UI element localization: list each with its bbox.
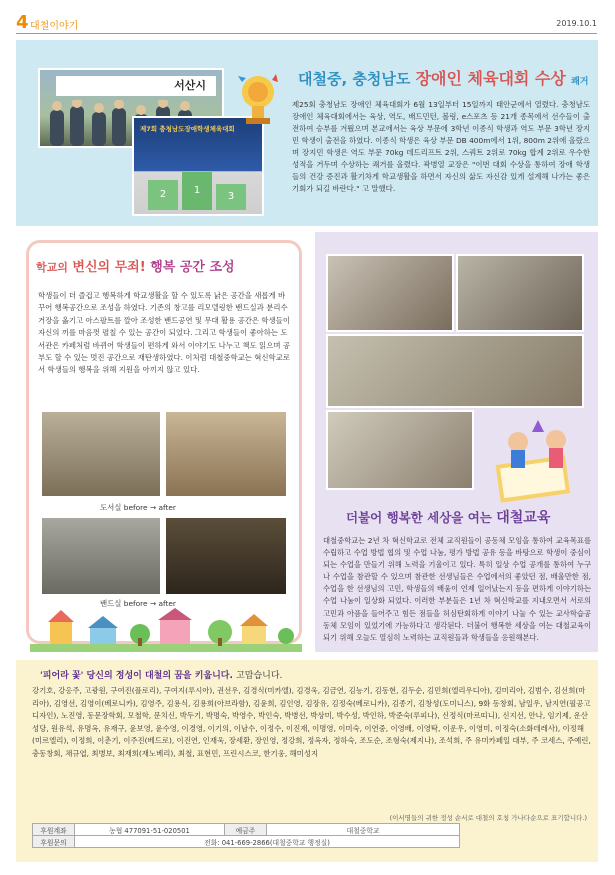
classroom-photo-2: [456, 254, 584, 332]
library-after-photo: [164, 410, 288, 498]
account-label: 후원계좌: [33, 824, 75, 836]
classroom-photo-1: [326, 254, 454, 332]
donation-title-suffix: 고맙습니다.: [236, 671, 283, 681]
event-banner: 제7회 충청남도장애학생체육대회: [140, 125, 235, 133]
section-title: 대철이야기: [30, 21, 79, 32]
band-room-before-photo: [40, 516, 162, 596]
donation-info-table: [32, 823, 460, 848]
inquiry-label: 후원문의: [33, 836, 75, 848]
band-room-after-photo: [164, 516, 288, 596]
education-article-title: [346, 507, 550, 527]
podium-1: 1: [182, 172, 212, 210]
classroom-photo-4: [326, 410, 474, 490]
table-row: [33, 824, 460, 836]
donor-list: 강기호, 강옹주, 고광원, 구여진(플로리), 구여지(루시아), 권선우, 김경식(미카엘), 김경욱, 김금연, 김능기, 김동현, 김두순, 김민희(엘리우디아), 김미리아, 김범수, 김선희(마리아), 김영선, 김영이(베로니카), 김영주, 김용식, 김용희(아브라함), 김윤희, 김인영, 김장유, 김정숙(베로니카), 김종기, 김창성(도미니스), 9화 동창회, 남일우, 남지연(필공고디자인), 노진영, 동문장학회, 모철학, 문치신, 박두기, 박명숙, 박영수, 박인숙, 박병선, 박상미, 박수성, 박인하, 박준숙(루피나), 신정식(마르띠니), 신지선, 안나, 임기제, 운산성당, 원유석, 유명옥, 유재구, 윤보영, 윤수영, 이경영, 이기의, 이남수, 이정수, 이진재, 이명영, 이미숙, 이연중, 이영배, 이영탁, 이운우, 이영미, 이정숙(소화데레사), 이정해(미르엘리), 이정희, 이춘기, 이주진(베드로), 이진연, 인재욱, 장세환, 장인영, 정강희, 정옥자, 정하숙, 조도순, 조형숙(제지나), 조석희, 주 유미카페일 대부, 주 코세스, 주예린, 충동창회, 채규엽, 최병보, 최재희(재노베리), 최철, 표현민, 프린시스코, 한기웅, 해미성지: [32, 686, 591, 758]
account-number: 농협 477091-51-020501: [75, 824, 225, 836]
donation-title: [40, 668, 282, 681]
account-holder-label: 예금주: [225, 824, 267, 836]
title-prefix: 더불어 행복한 세상을 여는: [346, 510, 492, 525]
band-room-caption: 밴드실 before → after: [100, 599, 176, 608]
sports-article-body: 제25회 충청남도 장애인 체육대회가 6월 13일부터 15일까지 태안군에서 열렸다. 충청남도 장애인 체육대회에서는 육상, 역도, 배드민턴, 볼링, e스포츠 등 21개 종목에서 선수들이 출전하여 승부를 겨뤘으며 본교에서는 육상 부문에 3학년 이종식 학생과 역도 부문 3학년 장지민 학생이 출전을 하였다. 이종식 학생은 육상 부문 DB 400m에서 1위, 800m 2위에 올랐으며 장지민 학생은 역도 부문 70kg 데드리프트 2위, 스쿼트 2위로 70kg 합계 2위로 우수한 성적을 거두며 수상하는 쾌거를 올렸다. 곽병열 교장은 "이번 대회 수상을 통하여 장애 학생들의 건강 증진과 활기차게 학교생활을 하면서 자신의 삶도 자신감 있게 설계해 나가는 좋은 기회가 되길 바란다." 고 말했다.: [292, 100, 590, 193]
kids-reading-illustration: [478, 420, 588, 504]
title-suffix: 쾌거: [571, 77, 589, 87]
education-article-body: 대철중학교는 2년 차 혁신학교로 전체 교직원들이 공동체 모임을 통하여 교육목표를 수립하고 수업 방법 협의 및 수업 나눔, 평가 방법 공유 등을 바탕으로 학생이 중심이 되는 수업을 만들기 위해 노력을 기울이고 있다. 특히 일상 수업 공개를 통하여 누구나 수업을 참관할 수 있으며 참관한 선생님들은 수업에서의 좋았던 점, 배울만한 점, 수업을 한 선생님의 고민, 학생들의 배움이 언제 일어났는지 등을 편하게 이야기하는 수업 나눔이 일상화 되었다. 이러한 부분들은 1년 차 혁신학교를 지내오면서 서로의 고민과 아픔을 들어주고 힘든 점들을 허심탄회하게 이야기 나눌 수 있는 교사학습공동체 모임이 있었기에 가능하다고 생각된다. 더불어 행복한 세상을 여는 대철교육이 되기 위해 오늘도 열심히 노력하는 교직원들과 학생들을 응원해본다.: [323, 536, 591, 642]
page-number: 4: [16, 12, 29, 33]
podium-3: 3: [216, 184, 246, 210]
podium-2: 2: [148, 180, 178, 210]
donation-title-text: '피어라 꽃' 당신의 정성이 대철의 꿈을 키웁니다.: [40, 671, 233, 681]
tent-banner: 서산시: [56, 76, 216, 96]
space-article-body: 학생들이 더 즐겁고 행복하게 학교생활을 할 수 있도록 낡은 공간을 새롭게 바꾸어 행복공간으로 조성을 하였다. 기존의 창고를 리모델링한 밴드실과 분리수거장을 옮기고 아스팔트를 깔아 조성한 밴드공연 및 무대 활용 공간은 학생들이 자신의 끼를 마음껏 펼칠 수 있는 공간이 되었다. 그리고 학생들이 좋아하는 도서관은 카페처럼 바뀌어 학생들이 편하게 와서 이야기도 나누고 책도 읽으며 공부도 할 수 있는 멋진 공간으로 재탄생하였다. 이처럼 대철중학교는 혁신학교로서 학생들의 행복을 위해 지원을 아끼지 않고 있다.: [38, 291, 290, 375]
title-emphasis: 장애인 체육대회 수상: [415, 69, 566, 88]
podium-photo: [132, 116, 264, 216]
library-before-photo: [40, 410, 162, 498]
header-divider: [16, 33, 597, 34]
inquiry-phone: 전화: 041-669-2866(대철중학교 행정실): [75, 836, 460, 848]
library-caption: 도서실 before → after: [100, 503, 176, 512]
classroom-photo-3: [326, 334, 584, 408]
title-emphasis: 변신의 무죄!: [72, 260, 146, 275]
space-article-title: [36, 256, 235, 275]
issue-date: 2019.10.1: [556, 19, 597, 28]
trophy-icon: [238, 72, 282, 128]
account-holder: 대철중학교: [267, 824, 460, 836]
title-prefix: 대철중, 충청남도: [298, 70, 411, 88]
title-emphasis: 대철교육: [496, 510, 551, 526]
sports-article-title: [298, 66, 588, 89]
village-illustration: [30, 608, 302, 652]
title-suffix: 행복 공간 조성: [150, 260, 235, 275]
donor-list-note: (이서명들의 귀한 정성 순서로 대철의 호칭 가나다순으로 표기합니다.): [389, 814, 587, 822]
table-row: [33, 836, 460, 848]
title-prefix: 학교의: [36, 261, 68, 274]
